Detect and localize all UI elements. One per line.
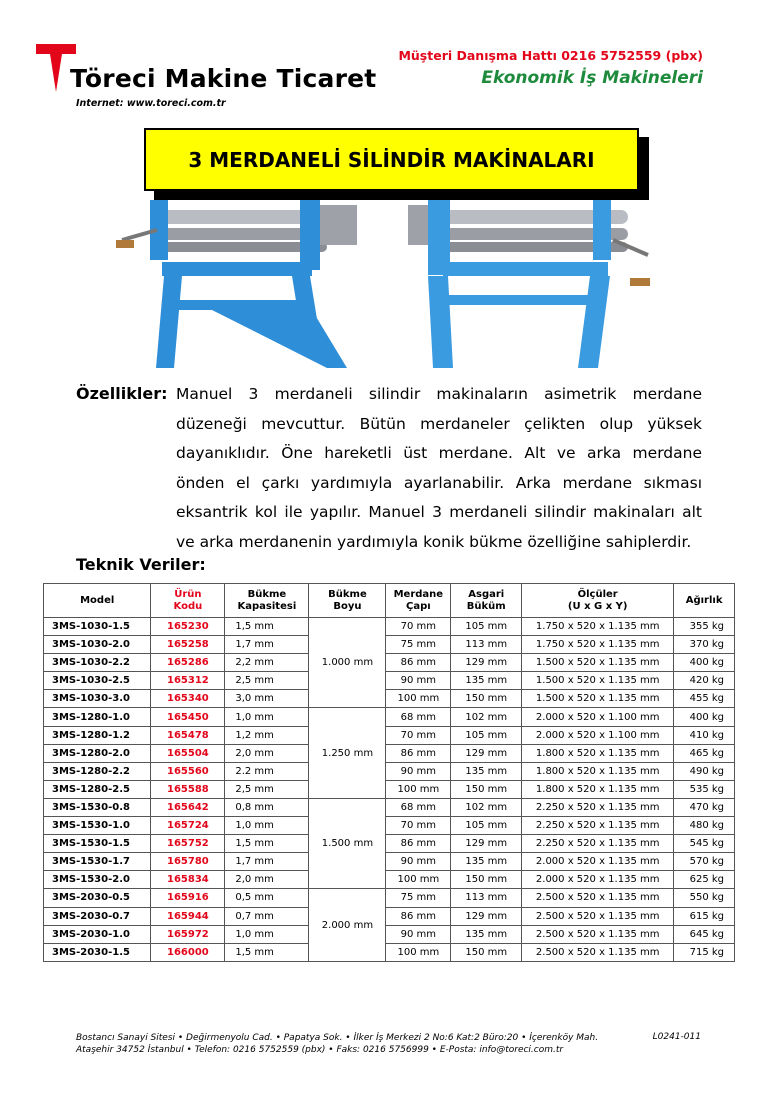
cell-model: 3MS-1280-1.2 [44,726,151,744]
table-row [44,744,735,762]
cell-min-bending: 150 mm [451,943,522,961]
cell-weight: 545 kg [674,835,735,853]
machine-photo-left [112,200,374,372]
cell-model: 3MS-1030-2.0 [44,636,151,654]
document-code: L0241-011 [652,1032,701,1042]
cell-dimensions: 1.800 x 520 x 1.135 mm [522,762,674,780]
table-row [44,654,735,672]
cell-model: 3MS-1530-2.0 [44,871,151,889]
cell-product-code: 165752 [151,835,225,853]
cell-bending-capacity: 2,0 mm [225,744,309,762]
cell-dimensions: 2.000 x 520 x 1.135 mm [522,871,674,889]
cell-model: 3MS-1280-2.0 [44,744,151,762]
slogan: Ekonomik İş Makineleri [481,68,703,88]
cell-weight: 355 kg [674,618,735,636]
cell-roller-diameter: 70 mm [386,726,451,744]
cell-min-bending: 135 mm [451,762,522,780]
table-row [44,672,735,690]
cell-dimensions: 2.000 x 520 x 1.100 mm [522,726,674,744]
cell-min-bending: 135 mm [451,925,522,943]
header-dimensions: Ölçüler (U x G x Y) [522,584,674,618]
cell-bending-capacity: 2,5 mm [225,672,309,690]
cell-weight: 455 kg [674,690,735,708]
page-title: 3 MERDANELİ SİLİNDİR MAKİNALARI [144,128,639,191]
cell-min-bending: 150 mm [451,780,522,798]
cell-weight: 420 kg [674,672,735,690]
cell-bending-capacity: 0,7 mm [225,907,309,925]
cell-dimensions: 2.500 x 520 x 1.135 mm [522,925,674,943]
table-row [44,835,735,853]
cell-min-bending: 129 mm [451,744,522,762]
cell-min-bending: 105 mm [451,817,522,835]
cell-model: 3MS-1030-2.2 [44,654,151,672]
cell-model: 3MS-1030-1.5 [44,618,151,636]
table-row [44,889,735,907]
cell-min-bending: 113 mm [451,889,522,907]
cell-roller-diameter: 90 mm [386,925,451,943]
cell-weight: 480 kg [674,817,735,835]
cell-model: 3MS-1030-2.5 [44,672,151,690]
cell-roller-diameter: 90 mm [386,762,451,780]
cell-product-code: 166000 [151,943,225,961]
cell-weight: 715 kg [674,943,735,961]
cell-model: 3MS-2030-1.0 [44,925,151,943]
cell-bending-capacity: 2,5 mm [225,780,309,798]
cell-weight: 465 kg [674,744,735,762]
cell-model: 3MS-1530-0.8 [44,798,151,816]
cell-dimensions: 2.000 x 520 x 1.135 mm [522,853,674,871]
table-row [44,726,735,744]
website-link[interactable]: Internet: www.toreci.com.tr [76,98,226,109]
cell-weight: 625 kg [674,871,735,889]
cell-bending-capacity: 2,2 mm [225,654,309,672]
cell-dimensions: 1.500 x 520 x 1.135 mm [522,690,674,708]
table-row [44,925,735,943]
cell-min-bending: 102 mm [451,798,522,816]
header-weight: Ağırlık [674,584,735,618]
cell-model: 3MS-2030-0.7 [44,907,151,925]
table-row [44,798,735,816]
cell-dimensions: 1.800 x 520 x 1.135 mm [522,780,674,798]
cell-bending-capacity: 1,5 mm [225,835,309,853]
cell-weight: 570 kg [674,853,735,871]
cell-roller-diameter: 70 mm [386,817,451,835]
cell-min-bending: 150 mm [451,871,522,889]
cell-bending-capacity: 2,0 mm [225,871,309,889]
cell-dimensions: 2.250 x 520 x 1.135 mm [522,835,674,853]
cell-bending-length: 1.000 mm [309,618,386,708]
cell-roller-diameter: 86 mm [386,654,451,672]
cell-roller-diameter: 75 mm [386,889,451,907]
cell-weight: 400 kg [674,708,735,726]
cell-dimensions: 1.750 x 520 x 1.135 mm [522,618,674,636]
cell-bending-capacity: 1,7 mm [225,636,309,654]
footer-line-2: Ataşehir 34752 İstanbul • Telefon: 0216 5752559 (pbx) • Faks: 0216 5756999 • E-Posta: info@toreci.com.tr [76,1045,564,1055]
company-name: Töreci Makine Ticaret [70,64,377,93]
cell-roller-diameter: 70 mm [386,618,451,636]
cell-model: 3MS-1280-2.5 [44,780,151,798]
customer-hotline: Müşteri Danışma Hattı 0216 5752559 (pbx) [398,48,703,63]
cell-product-code: 165286 [151,654,225,672]
cell-product-code: 165834 [151,871,225,889]
table-header-row [44,584,735,618]
technical-data-table [43,583,735,962]
cell-roller-diameter: 100 mm [386,780,451,798]
cell-bending-capacity: 1,0 mm [225,817,309,835]
cell-product-code: 165944 [151,907,225,925]
cell-roller-diameter: 90 mm [386,853,451,871]
footer-address [76,1032,598,1056]
cell-roller-diameter: 90 mm [386,672,451,690]
cell-dimensions: 2.500 x 520 x 1.135 mm [522,907,674,925]
cell-bending-length: 1.500 mm [309,798,386,888]
cell-dimensions: 1.500 x 520 x 1.135 mm [522,654,674,672]
cell-roller-diameter: 100 mm [386,690,451,708]
cell-bending-capacity: 3,0 mm [225,690,309,708]
table-row [44,708,735,726]
cell-model: 3MS-1030-3.0 [44,690,151,708]
cell-roller-diameter: 86 mm [386,907,451,925]
cell-roller-diameter: 100 mm [386,943,451,961]
technical-data-label: Teknik Veriler: [76,555,206,574]
cell-min-bending: 129 mm [451,654,522,672]
cell-bending-capacity: 1,7 mm [225,853,309,871]
cell-product-code: 165972 [151,925,225,943]
table-row [44,817,735,835]
header-product-code: Ürün Kodu [151,584,225,618]
cell-bending-length: 1.250 mm [309,708,386,798]
cell-dimensions: 2.250 x 520 x 1.135 mm [522,817,674,835]
header-bending-length: Bükme Boyu [309,584,386,618]
cell-product-code: 165230 [151,618,225,636]
cell-product-code: 165312 [151,672,225,690]
cell-product-code: 165450 [151,708,225,726]
cell-product-code: 165560 [151,762,225,780]
cell-model: 3MS-2030-0.5 [44,889,151,907]
header-min-bending: Asgari Büküm [451,584,522,618]
header-model: Model [44,584,151,618]
cell-bending-capacity: 1,0 mm [225,925,309,943]
features-text: Manuel 3 merdaneli silindir makinaların asimetrik merdane düzeneği mevcuttur. Bütün merdaneler çelikten olup yüksek dayanıklıdır. Öne hareketli üst merdane. Alt ve arka merdane önden el çarkı yardımıyla ayarlanabilir. Arka merdane sıkması eksantrik kol ile yapılır. Manuel 3 merdaneli silindir makinaları alt ve arka merdanenin yardımıyla konik bükme özelliğine sahiplerdir. [176,385,702,551]
cell-roller-diameter: 86 mm [386,744,451,762]
cell-bending-length: 2.000 mm [309,889,386,961]
cell-roller-diameter: 75 mm [386,636,451,654]
table-row [44,762,735,780]
table-row [44,871,735,889]
cell-product-code: 165916 [151,889,225,907]
cell-model: 3MS-1530-1.5 [44,835,151,853]
cell-weight: 400 kg [674,654,735,672]
machine-photo-right [398,200,666,372]
cell-bending-capacity: 1,5 mm [225,618,309,636]
cell-dimensions: 2.000 x 520 x 1.100 mm [522,708,674,726]
cell-dimensions: 1.500 x 520 x 1.135 mm [522,672,674,690]
cell-bending-capacity: 1,5 mm [225,943,309,961]
cell-min-bending: 135 mm [451,853,522,871]
cell-product-code: 165642 [151,798,225,816]
table-row [44,636,735,654]
cell-bending-capacity: 2.2 mm [225,762,309,780]
cell-bending-capacity: 1,2 mm [225,726,309,744]
cell-dimensions: 2.500 x 520 x 1.135 mm [522,889,674,907]
cell-dimensions: 2.250 x 520 x 1.135 mm [522,798,674,816]
cell-model: 3MS-2030-1.5 [44,943,151,961]
cell-min-bending: 105 mm [451,726,522,744]
cell-roller-diameter: 68 mm [386,708,451,726]
cell-product-code: 165340 [151,690,225,708]
cell-min-bending: 129 mm [451,835,522,853]
cell-weight: 490 kg [674,762,735,780]
cell-model: 3MS-1280-2.2 [44,762,151,780]
cell-dimensions: 2.500 x 520 x 1.135 mm [522,943,674,961]
cell-min-bending: 113 mm [451,636,522,654]
table-row [44,943,735,961]
cell-product-code: 165780 [151,853,225,871]
table-row [44,618,735,636]
header-bending-capacity: Bükme Kapasitesi [225,584,309,618]
cell-weight: 645 kg [674,925,735,943]
cell-bending-capacity: 0,8 mm [225,798,309,816]
cell-roller-diameter: 86 mm [386,835,451,853]
cell-min-bending: 102 mm [451,708,522,726]
cell-min-bending: 105 mm [451,618,522,636]
footer-line-1: Bostancı Sanayi Sitesi • Değirmenyolu Cad. • Papatya Sok. • İlker İş Merkezi 2 No:6 Kat:2 Büro:20 • İçerenköy Mah. [76,1033,599,1043]
cell-weight: 535 kg [674,780,735,798]
table-row [44,780,735,798]
cell-bending-capacity: 1,0 mm [225,708,309,726]
cell-min-bending: 129 mm [451,907,522,925]
table-row [44,907,735,925]
cell-product-code: 165724 [151,817,225,835]
cell-roller-diameter: 100 mm [386,871,451,889]
cell-model: 3MS-1530-1.0 [44,817,151,835]
cell-min-bending: 135 mm [451,672,522,690]
cell-dimensions: 1.800 x 520 x 1.135 mm [522,744,674,762]
cell-weight: 550 kg [674,889,735,907]
cell-weight: 370 kg [674,636,735,654]
cell-min-bending: 150 mm [451,690,522,708]
cell-model: 3MS-1530-1.7 [44,853,151,871]
cell-weight: 410 kg [674,726,735,744]
cell-weight: 470 kg [674,798,735,816]
cell-product-code: 165258 [151,636,225,654]
features-label: Özellikler: [76,384,168,403]
cell-model: 3MS-1280-1.0 [44,708,151,726]
cell-roller-diameter: 68 mm [386,798,451,816]
table-row [44,853,735,871]
header-roller-diameter: Merdane Çapı [386,584,451,618]
cell-weight: 615 kg [674,907,735,925]
cell-bending-capacity: 0,5 mm [225,889,309,907]
cell-product-code: 165588 [151,780,225,798]
table-row [44,690,735,708]
cell-product-code: 165504 [151,744,225,762]
cell-dimensions: 1.750 x 520 x 1.135 mm [522,636,674,654]
cell-product-code: 165478 [151,726,225,744]
